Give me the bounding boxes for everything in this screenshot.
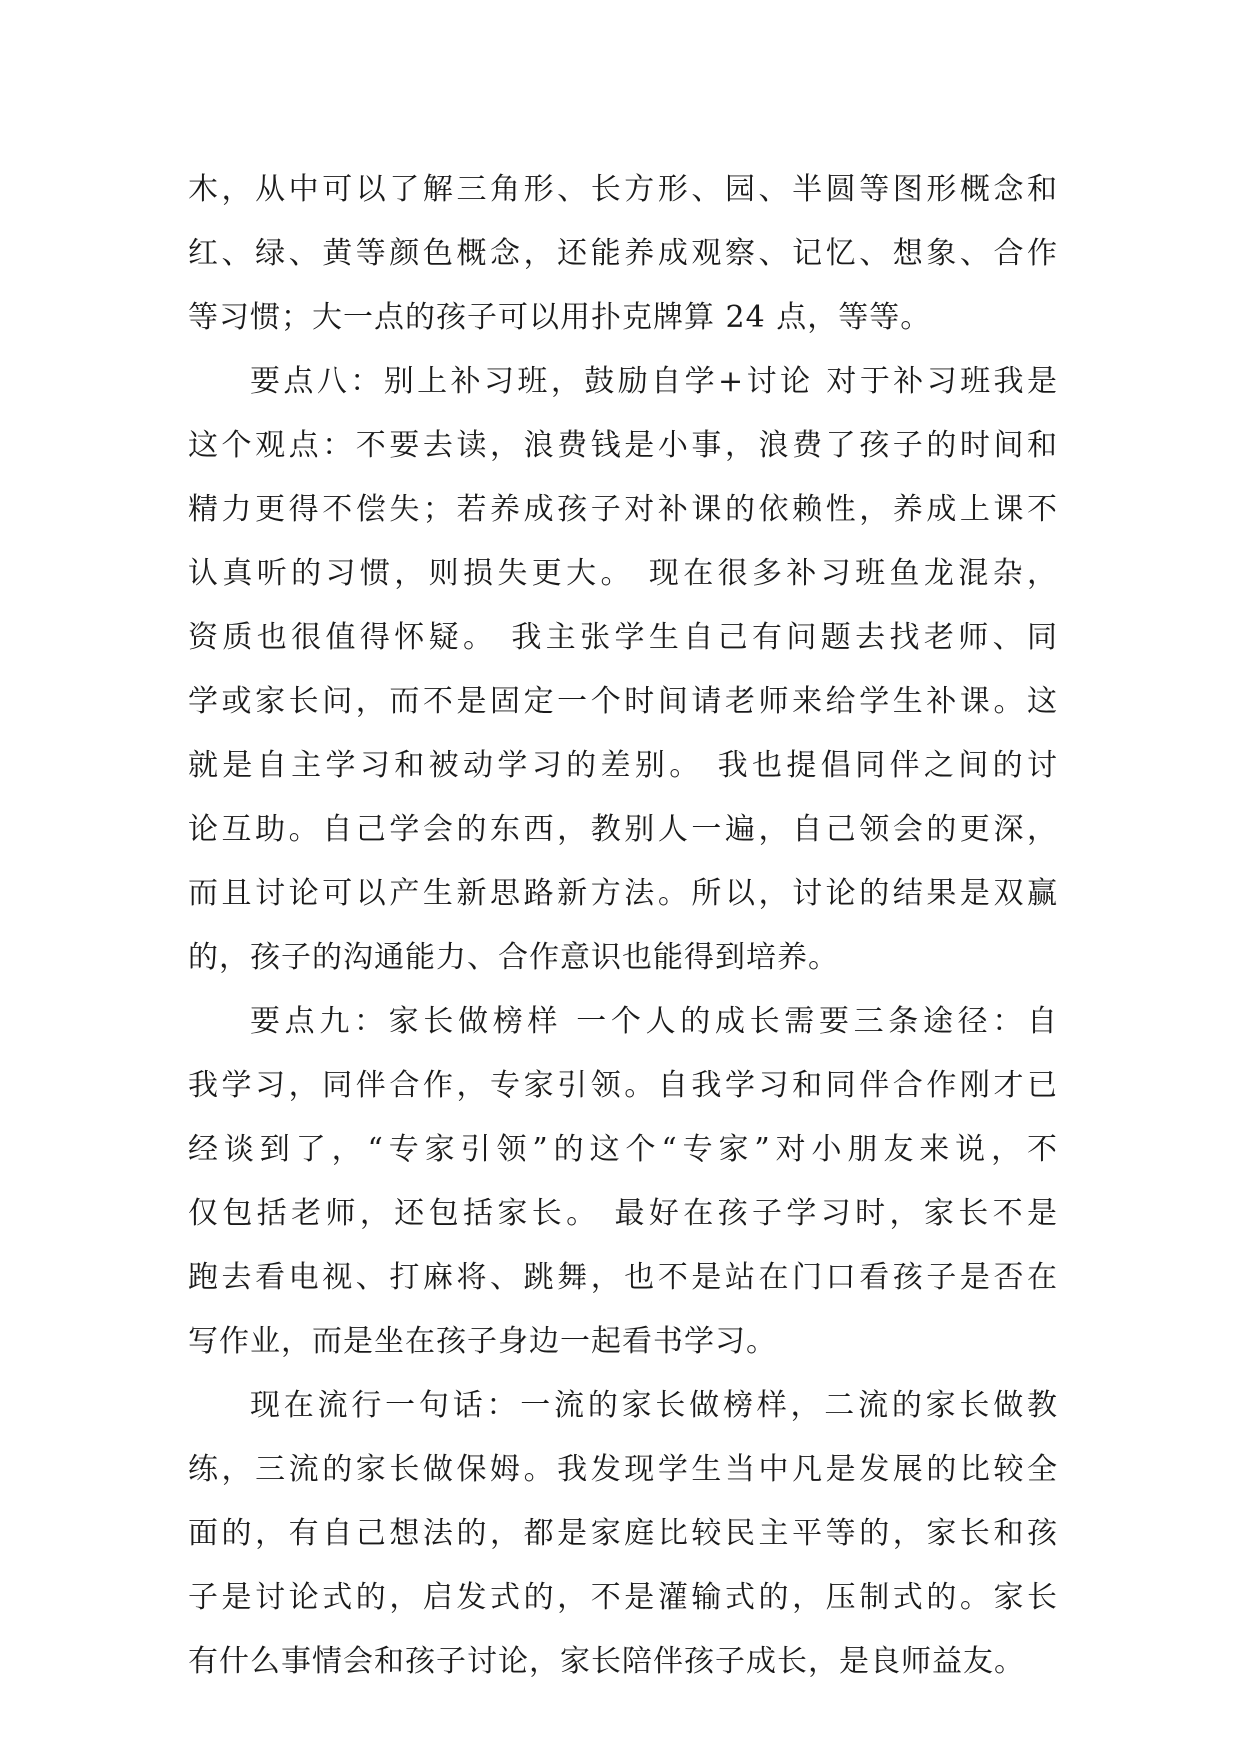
- paragraph: [188, 990, 1058, 1374]
- text-line: 经谈到了，“专家引领”的这个“专家”对小朋友来说，不: [188, 1132, 1058, 1167]
- text-line: 要点九：家长做榜样 一个人的成长需要三条途径：自: [250, 1004, 1058, 1039]
- text-line: 木，从中可以了解三角形、长方形、园、半圆等图形概念和: [188, 172, 1058, 207]
- text-line: 要点八：别上补习班，鼓励自学+讨论 对于补习班我是: [250, 364, 1058, 399]
- text-line: 我学习，同伴合作，专家引领。自我学习和同伴合作刚才已: [188, 1068, 1058, 1103]
- text-line: 等习惯；大一点的孩子可以用扑克牌算 24 点，等等。: [188, 300, 932, 335]
- text-line: 学或家长问，而不是固定一个时间请老师来给学生补课。这: [188, 684, 1058, 719]
- text-line: 而且讨论可以产生新思路新方法。所以，讨论的结果是双赢: [188, 876, 1058, 911]
- text-line: 现在流行一句话：一流的家长做榜样，二流的家长做教: [250, 1388, 1058, 1423]
- text-line: 有什么事情会和孩子讨论，家长陪伴孩子成长，是良师益友。: [188, 1644, 1025, 1679]
- text-line: 认真听的习惯，则损失更大。 现在很多补习班鱼龙混杂，: [188, 556, 1058, 591]
- text-line: 写作业，而是坐在孩子身边一起看书学习。: [188, 1324, 777, 1359]
- document-body: [188, 158, 1058, 1694]
- text-line: 就是自主学习和被动学习的差别。 我也提倡同伴之间的讨: [188, 748, 1058, 783]
- paragraph: [188, 350, 1058, 990]
- text-line: 精力更得不偿失；若养成孩子对补课的依赖性，养成上课不: [188, 492, 1058, 527]
- text-line: 跑去看电视、打麻将、跳舞，也不是站在门口看孩子是否在: [188, 1260, 1058, 1295]
- text-line: 红、绿、黄等颜色概念，还能养成观察、记忆、想象、合作: [188, 236, 1058, 271]
- text-line: 练，三流的家长做保姆。我发现学生当中凡是发展的比较全: [188, 1452, 1058, 1487]
- text-line: 仅包括老师，还包括家长。 最好在孩子学习时，家长不是: [188, 1196, 1058, 1231]
- text-line: 这个观点：不要去读，浪费钱是小事，浪费了孩子的时间和: [188, 428, 1058, 463]
- text-line: 面的，有自己想法的，都是家庭比较民主平等的，家长和孩: [188, 1516, 1058, 1551]
- text-line: 资质也很值得怀疑。 我主张学生自己有问题去找老师、同: [188, 620, 1058, 655]
- paragraph: [188, 1374, 1058, 1694]
- text-line: 的，孩子的沟通能力、合作意识也能得到培养。: [188, 940, 839, 975]
- text-line: 子是讨论式的，启发式的，不是灌输式的，压制式的。家长: [188, 1580, 1058, 1615]
- text-line: 论互助。自己学会的东西，教别人一遍，自己领会的更深，: [188, 812, 1058, 847]
- paragraph: [188, 158, 1058, 350]
